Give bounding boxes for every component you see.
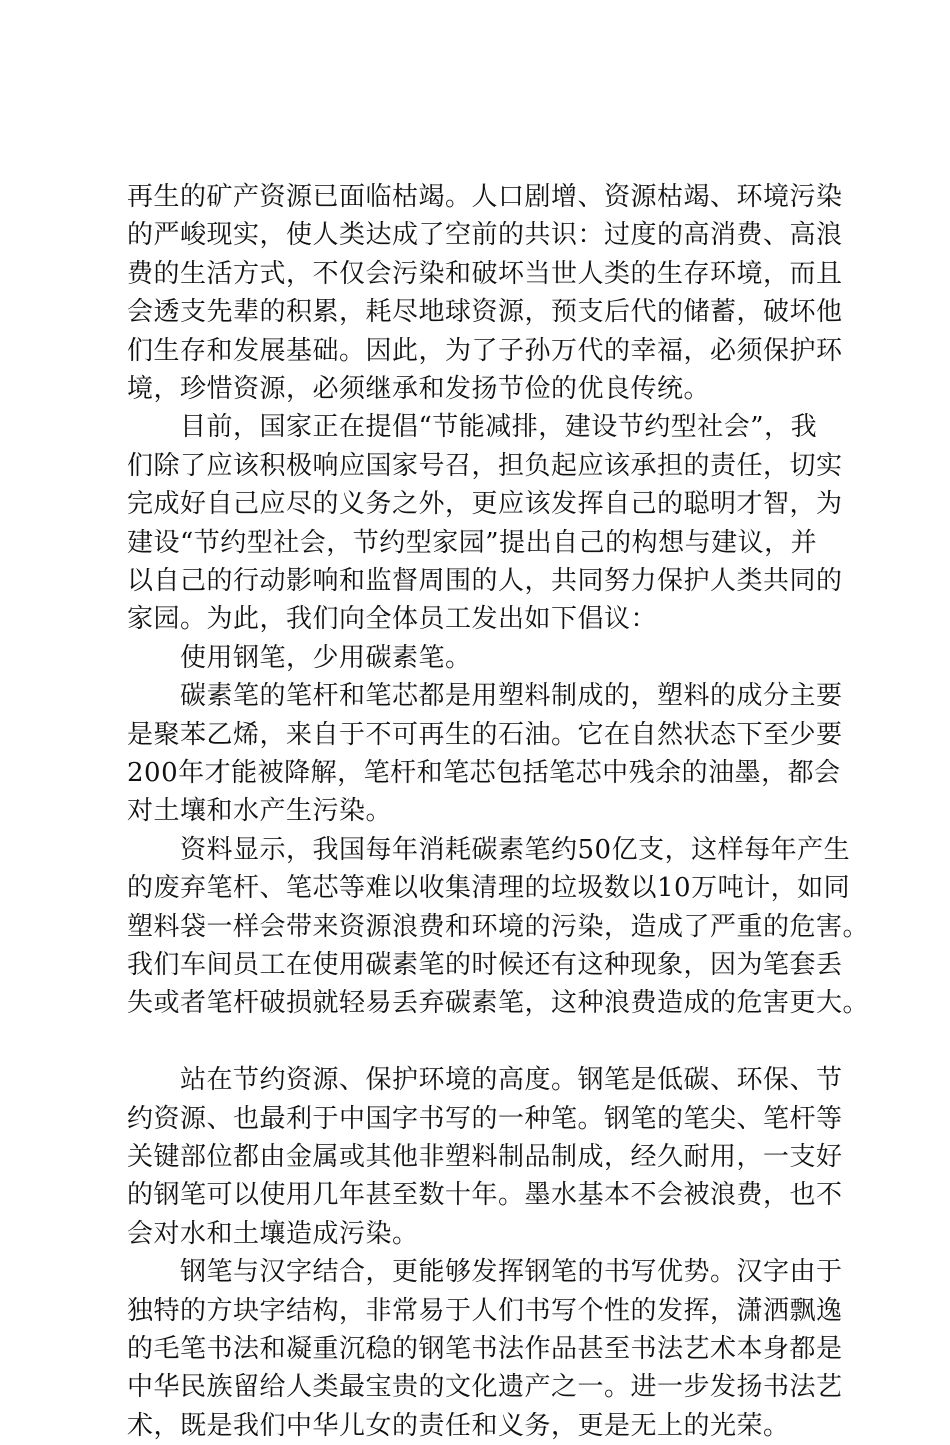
- document-text-line: 建设“节约型社会，节约型家园”提出自己的构想与建议，并: [127, 527, 818, 558]
- document-text-line: 的毛笔书法和凝重沉稳的钢笔书法作品甚至书法艺术本身都是: [127, 1334, 843, 1364]
- document-text-line: 境，珍惜资源，必须继承和发扬节俭的优良传统。: [127, 374, 711, 404]
- document-text-line: 使用钢笔，少用碳素笔。: [127, 642, 472, 673]
- document-text-line: 会对水和土壤造成污染。: [127, 1218, 419, 1249]
- document-text-line: 术，既是我们中华儿女的责任和义务，更是无上的光荣。: [127, 1410, 790, 1441]
- document-text-line: 费的生活方式，不仅会污染和破坏当世人类的生存环境，而且: [127, 258, 843, 289]
- document-text-line: 站在节约资源、保护环境的高度。钢笔是低碳、环保、节: [127, 1065, 843, 1096]
- document-text-line: 钢笔与汉字结合，更能够发挥钢笔的书写优势。汉字由于: [127, 1257, 843, 1288]
- document-text-line: 完成好自己应尽的义务之外，更应该发挥自己的聪明才智，为: [127, 489, 843, 520]
- document-text-line: 们生存和发展基础。因此，为了子孙万代的幸福，必须保护环: [127, 335, 843, 366]
- document-text-line: 塑料袋一样会带来资源浪费和环境的污染，造成了严重的危害。: [127, 911, 870, 942]
- document-text-line: 的钢笔可以使用几年甚至数十年。墨水基本不会被浪费，也不: [127, 1180, 843, 1211]
- document-text-line: 们除了应该积极响应国家号召，担负起应该承担的责任，切实: [127, 450, 843, 481]
- document-text-line: 以自己的行动影响和监督周围的人，共同努力保护人类共同的: [127, 566, 843, 596]
- document-text-line: 独特的方块字结构，非常易于人们书写个性的发挥，潇洒飘逸: [127, 1295, 843, 1326]
- document-text-line: 的废弃笔杆、笔芯等难以收集清理的垃圾数以10万吨计，如同: [127, 873, 851, 904]
- document-text-line: 会透支先辈的积累，耗尽地球资源，预支后代的储蓄，破坏他: [127, 297, 843, 328]
- document-text-line: 200年才能被降解，笔杆和笔芯包括笔芯中残余的油墨，都会: [127, 758, 841, 788]
- document-text-line: 的严峻现实，使人类达成了空前的共识：过度的高消费、高浪: [127, 220, 843, 251]
- document-text-line: 家园。为此，我们向全体员工发出如下倡议：: [127, 604, 658, 635]
- document-text-line: 目前，国家正在提倡“节能减排，建设节约型社会”，我: [127, 412, 818, 443]
- document-text-line: 资料显示，我国每年消耗碳素笔约50亿支，这样每年产生: [127, 834, 851, 865]
- document-text-line: 失或者笔杆破损就轻易丢弃碳素笔，这种浪费造成的危害更大。: [127, 988, 870, 1019]
- document-text-line: 是聚苯乙烯，来自于不可再生的石油。它在自然状态下至少要: [127, 719, 843, 750]
- document-text-line: 我们车间员工在使用碳素笔的时候还有这种现象，因为笔套丢: [127, 950, 843, 980]
- document-text-line: 对土壤和水产生污染。: [127, 796, 393, 827]
- document-text-line: 中华民族留给人类最宝贵的文化遗产之一。进一步发扬书法艺: [127, 1372, 843, 1403]
- document-text-line: 约资源、也最利于中国字书写的一种笔。钢笔的笔尖、笔杆等: [127, 1103, 843, 1134]
- document-text-line: 碳素笔的笔杆和笔芯都是用塑料制成的，塑料的成分主要: [127, 681, 843, 712]
- document-text-line: 再生的矿产资源已面临枯竭。人口剧增、资源枯竭、环境污染: [127, 182, 843, 212]
- document-text-line: 关键部位都由金属或其他非塑料制品制成，经久耐用，一支好: [127, 1142, 843, 1172]
